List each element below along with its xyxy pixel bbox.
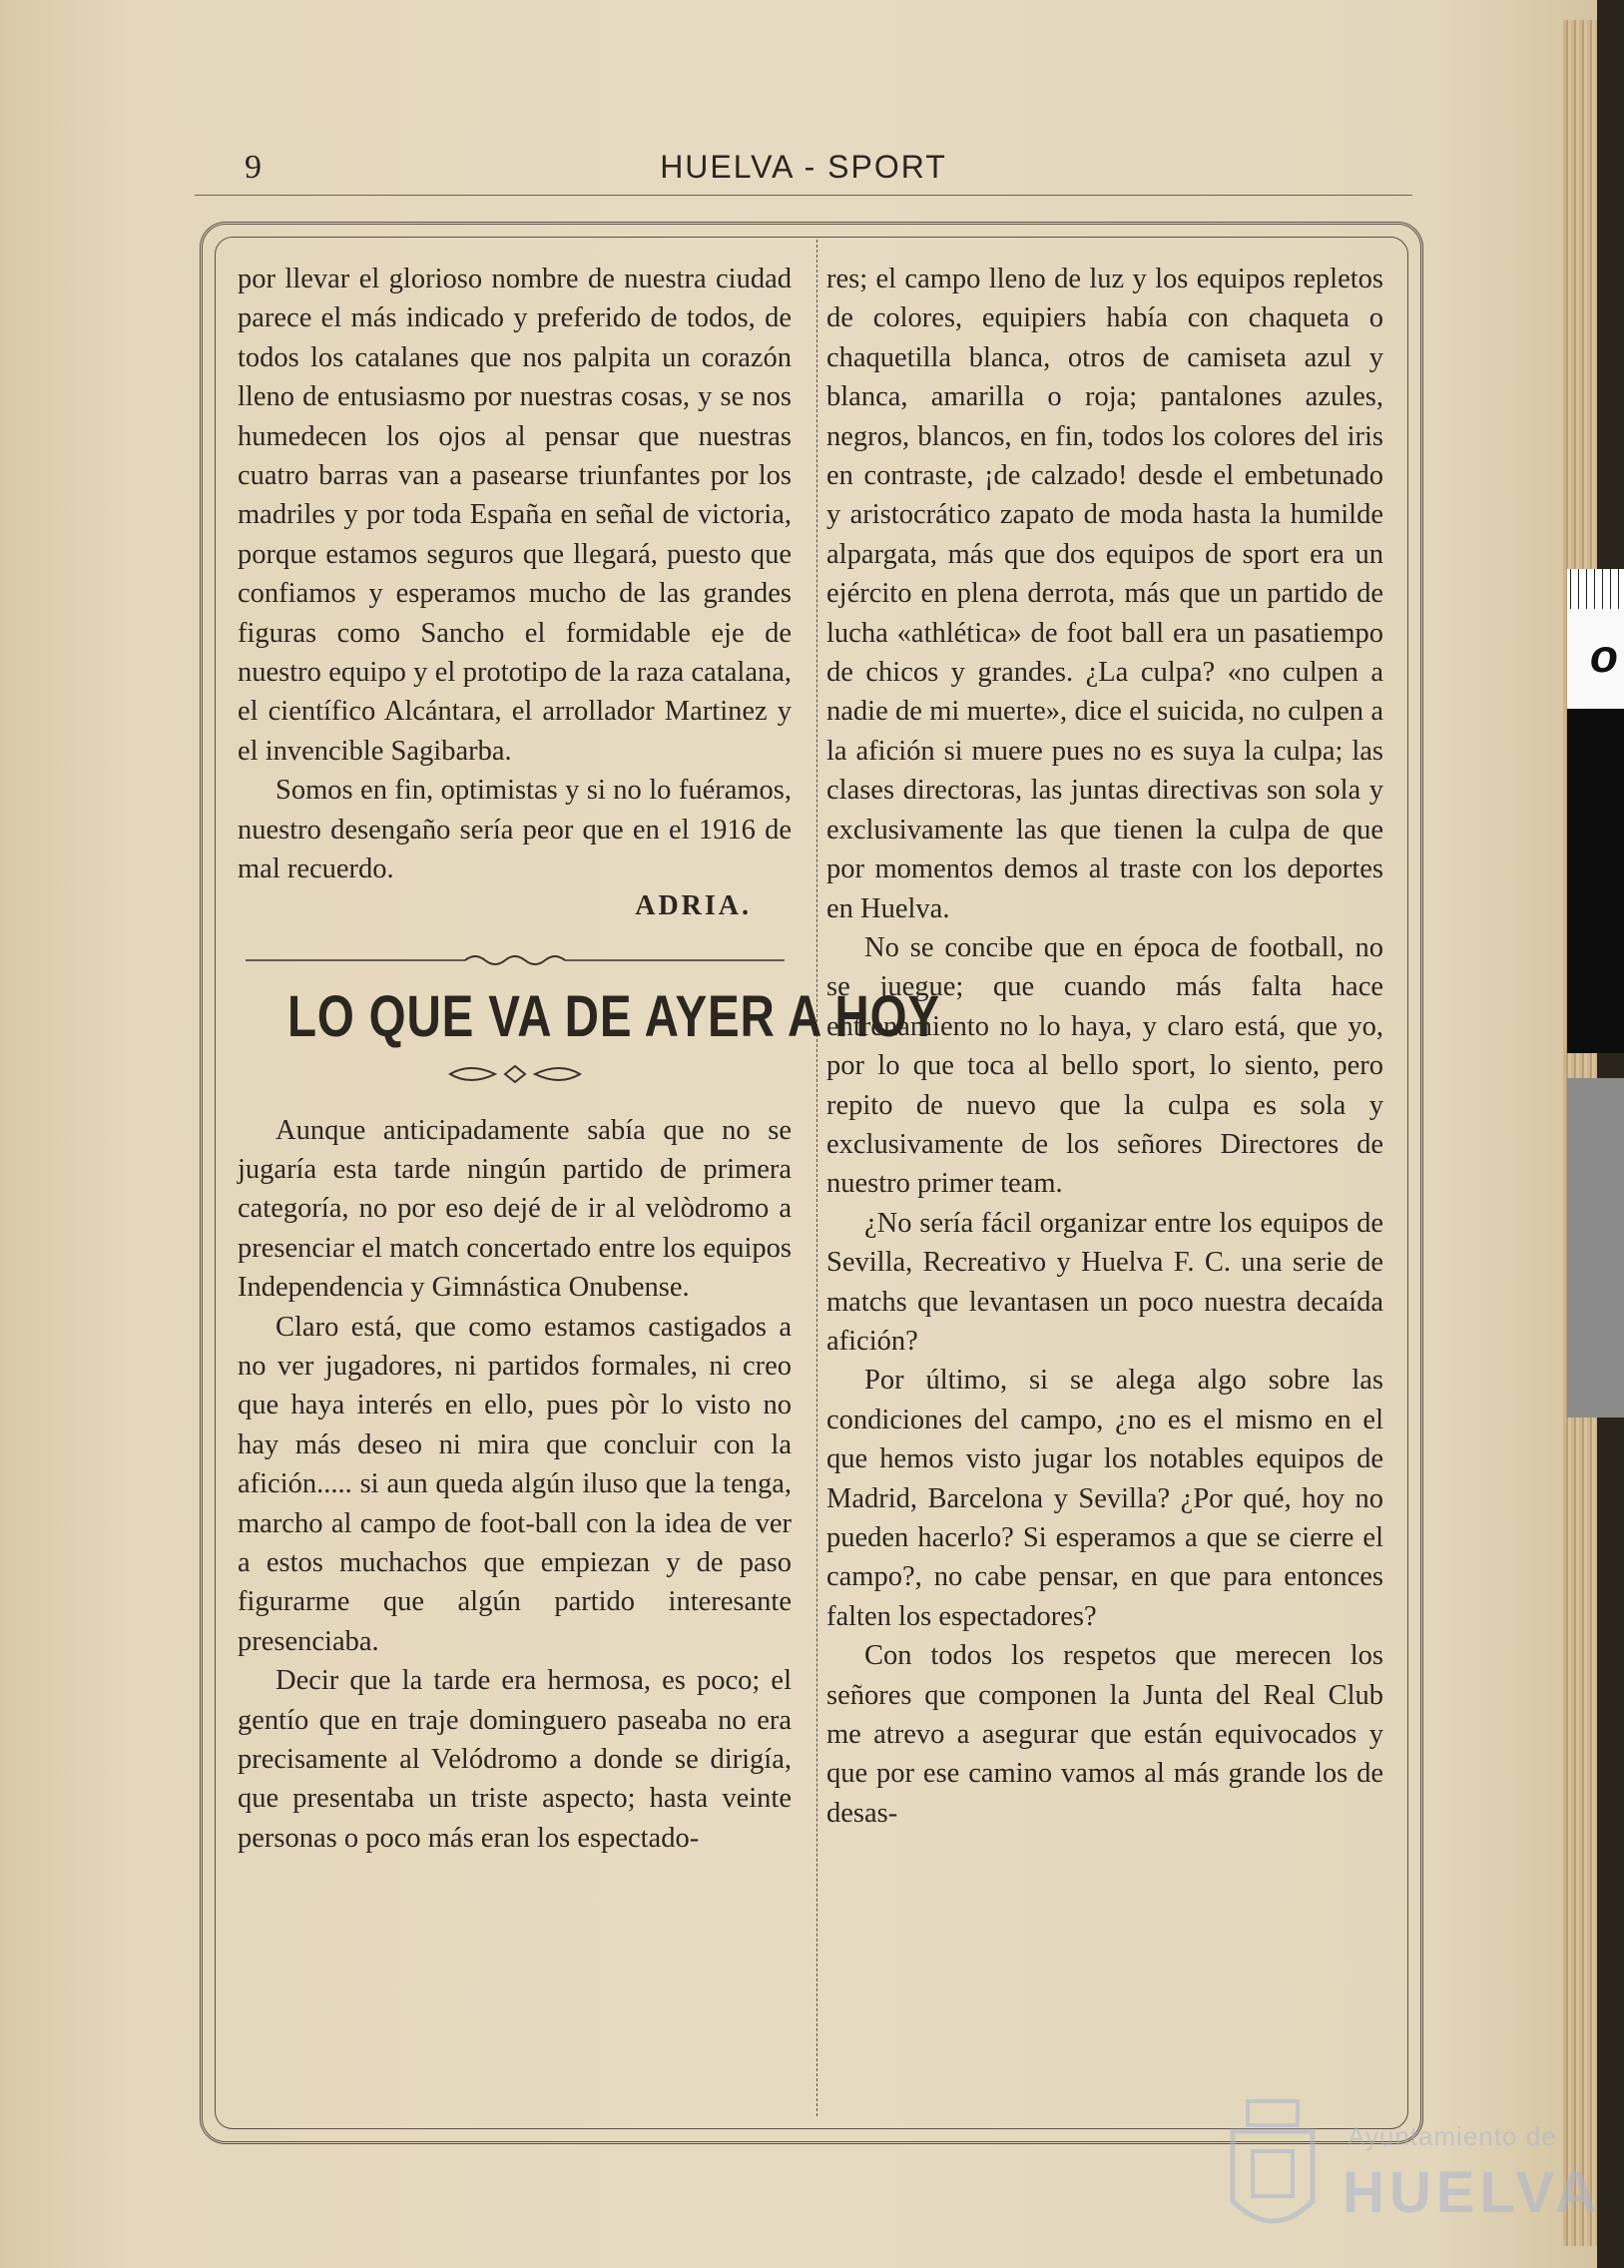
color-card-white <box>1567 609 1624 709</box>
watermark-line2: HUELVA <box>1343 2160 1602 2225</box>
page-header <box>195 145 1412 196</box>
paragraph: Aunque anticipadamente sabía que no se jugaría esta tarde ningún partido de primera categoría, no por eso dejé de ir al velòdromo a presenciar el match concertado entre los equipos Independencia y Gimnástica Onubense. <box>238 1114 792 1304</box>
color-card-black <box>1567 709 1624 1053</box>
column-divider <box>816 240 817 2116</box>
page-number: 9 <box>245 149 262 186</box>
scale-ruler <box>1567 569 1624 609</box>
left-column <box>238 260 940 1858</box>
coat-of-arms-icon <box>1213 2091 1333 2251</box>
paragraph: Somos en fin, optimistas y si no lo fuéramos, nuestro desengaño sería peor que en el 1916 de mal recuerdo. <box>238 775 792 885</box>
paragraph: por llevar el glorioso nombre de nuestra ciudad parece el más indicado y preferido de todos, de todos los catalanes que nos palpita un corazón lleno de entusiasmo por nuestras cosas, y se nos humedecen los ojos al pensar que nuestras cuatro barras van a pasearse triunfantes por los madriles y por toda España en señal de victoria, porque estamos seguros que llegará, puesto que confiamos y esperamos mucho de las grandes figuras como Sancho el formidable eje de nuestro equipo y el prototipo de la raza catalana, el científico Alcántara, el arrollador Martinez y el invencible Sagibarba. <box>238 264 792 767</box>
paragraph: No se concibe que en época de football, no se juegue; que cuando más falta hace entrenamiento no lo haya, y claro está, que yo, por lo que toca al bello sport, lo siento, pero repito de nuevo que la culpa es sola y exclusivamente de los señores Directores de nuestro primer team. <box>826 931 1383 1200</box>
right-column <box>826 260 1383 1833</box>
watermark-line1: Ayuntamiento de <box>1348 2121 1557 2151</box>
publication-title: HUELVA - SPORT <box>660 149 947 185</box>
paragraph: Por último, si se alega algo sobre las condiciones del campo, ¿no es el mismo en el que hemos visto jugar los notables equipos de Madrid, Barcelona y Sevilla? ¿Por qué, hoy no pueden hacerlo? Si esperamos a que se cierre el campo?, no cabe pensar, en que para entonces falten los espectadores? <box>826 1365 1383 1632</box>
author-signature: ADRIA. <box>635 889 752 921</box>
paragraph: Con todos los respetos que merecen los señores que componen la Junta del Real Club me atrevo a asegurar que están equivocados y que por ese camino vamos al más grande los de desas- <box>826 1640 1383 1829</box>
color-card-letter: o <box>1589 630 1618 682</box>
title-ornament <box>238 1059 792 1095</box>
section-title: LO QUE VA DE AYER A HOY <box>286 983 940 1049</box>
color-card-gray <box>1567 1078 1624 1418</box>
paragraph: Decir que la tarde era hermosa, es poco; el gentío que en traje dominguero paseaba no era precisamente al Velódromo a donde se dirigía, que presentaba un triste aspecto; hasta veinte personas o poco más eran los espectado- <box>238 1665 792 1854</box>
ornamental-rule <box>238 945 792 975</box>
paragraph: res; el campo lleno de luz y los equipos repletos de colores, equipiers había con chaqueta o chaquetilla blanca, otros de camiseta azul y blanca, amarilla o roja; pantalones azules, negros, blancos, en fin, todos los colores del iris en contraste, ¡de calzado! desde el embetunado y aristocrático zapato de moda hasta la humilde alpargata, más que dos equipos de sport era un ejército en plena derrota, más que un partido de lucha «athlética» de foot ball era un pasatiempo de chicos y grandes. ¿La culpa? «no culpen a nadie de mi muerte», dice el suicida, no culpen a la afición si muere pues no es suya la culpa; las clases directoras, las juntas directivas son sola y exclusivamente las que tienen la culpa de que por momentos demos al traste con los deportes en Huelva. <box>826 264 1383 924</box>
archive-watermark <box>1213 2091 1602 2251</box>
paragraph: ¿No sería fácil organizar entre los equipos de Sevilla, Recreativo y Huelva F. C. una serie de matchs que levantasen un poco nuestra decaída afición? <box>826 1207 1383 1357</box>
paragraph: Claro está, que como estamos castigados a no ver jugadores, ni partidos formales, ni creo que haya interés en ello, pues pòr lo visto no hay más deseo ni mira que concluir con la afición..... si aun queda algún iluso que la tenga, marcho al campo de foot-ball con la idea de ver a estos muchachos que empiezan y de paso figurarme que algún partido interesante presenciaba. <box>238 1311 792 1657</box>
